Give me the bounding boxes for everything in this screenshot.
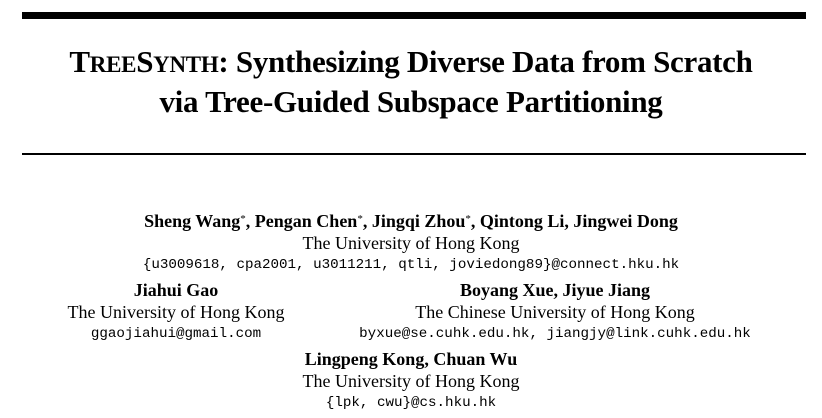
email-3: byxue@se.cuhk.edu.hk, jiangjy@link.cuhk.edu.hk [359, 326, 751, 342]
title-line-2: via Tree-Guided Subspace Partitioning [159, 84, 663, 119]
author-separator: , [470, 211, 480, 231]
author-group-3 [330, 280, 780, 345]
equal-contribution-mark: * [357, 213, 363, 225]
author-names-2: Jiahui Gao [133, 280, 219, 300]
equal-contribution-mark: * [465, 213, 471, 225]
author-name: Sheng Wang [144, 211, 241, 231]
title-system-smallcaps-ree: REE [89, 52, 137, 77]
author-group-4 [0, 349, 822, 414]
author-names-4: Lingpeng Kong, Chuan Wu [304, 349, 518, 369]
affiliation-1: The University of Hong Kong [302, 233, 520, 253]
author-name: Qintong Li, Jingwei Dong [479, 211, 678, 231]
affiliation-4: The University of Hong Kong [302, 371, 520, 391]
title-line-1-rest: : Synthesizing Diverse Data from Scratch [218, 44, 753, 79]
title-system-initial-s: S [136, 44, 154, 79]
email-2: ggaojiahui@gmail.com [90, 326, 262, 342]
author-names-1 [0, 211, 822, 232]
title-line-1 [0, 43, 822, 83]
author-group-2 [36, 280, 316, 345]
author-separator: , [245, 211, 255, 231]
author-separator: , [362, 211, 372, 231]
paper-title [0, 43, 822, 120]
author-group-1 [0, 211, 822, 276]
author-names-3: Boyang Xue, Jiyue Jiang [459, 280, 651, 300]
email-1: {u3009618, cpa2001, u3011211, qtli, joviedong89}@connect.hku.hk [142, 257, 680, 273]
author-name: Jingqi Zhou [371, 211, 466, 231]
affiliation-3: The Chinese University of Hong Kong [415, 302, 695, 322]
equal-contribution-mark: * [240, 213, 246, 225]
title-bottom-rule [22, 153, 806, 155]
affiliation-2: The University of Hong Kong [67, 302, 285, 322]
email-4: {lpk, cwu}@cs.hku.hk [325, 395, 497, 411]
author-name: Pengan Chen [254, 211, 358, 231]
title-system-initial-t: T [69, 44, 90, 79]
title-system-smallcaps-ynth: YNTH [153, 52, 219, 77]
top-rule [22, 12, 806, 19]
